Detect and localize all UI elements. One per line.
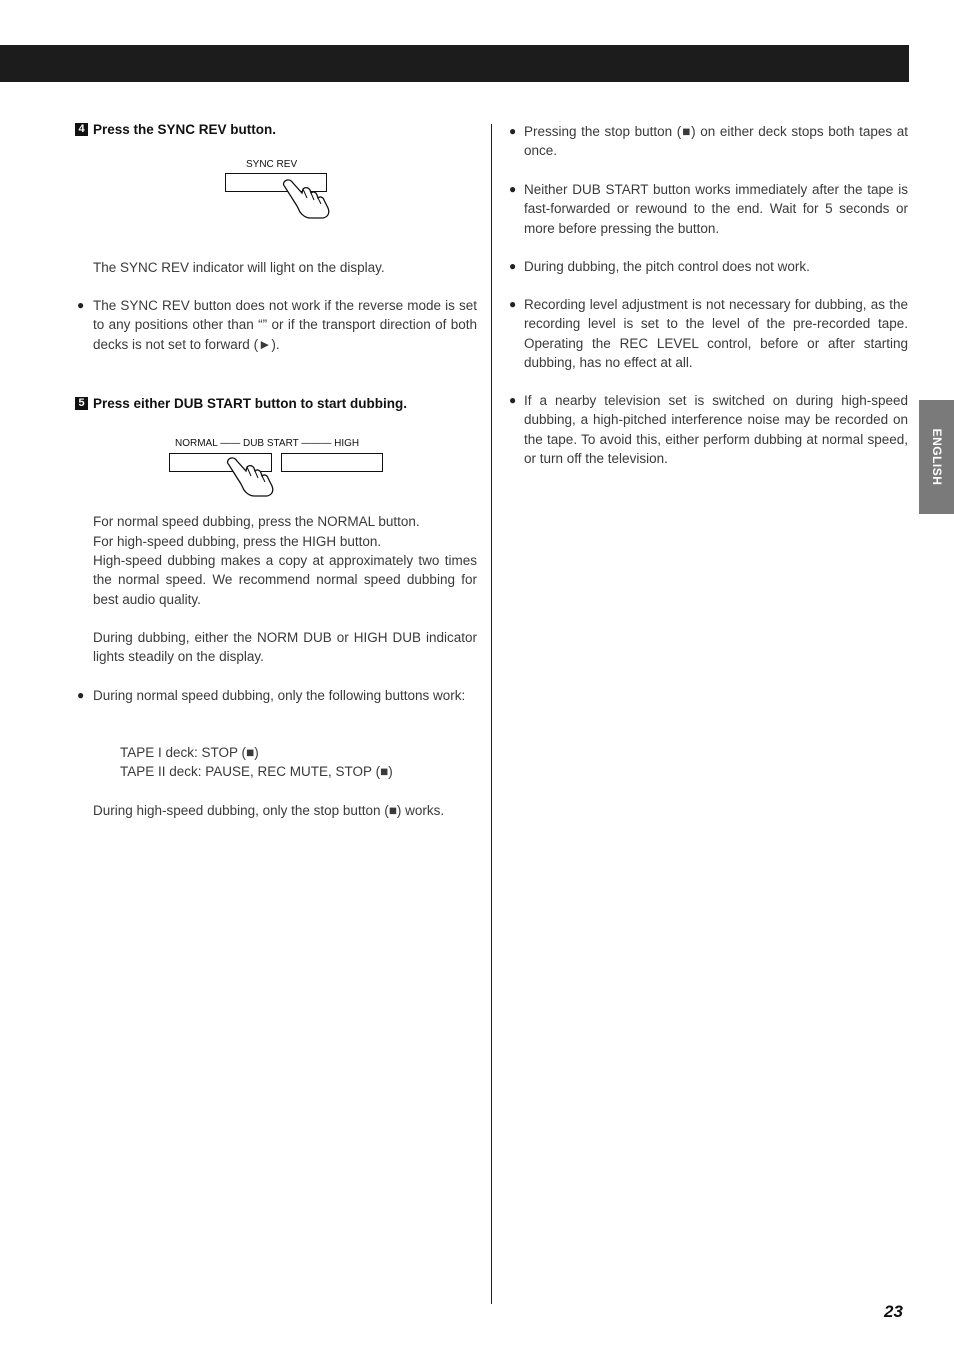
step-5-heading xyxy=(75,396,407,411)
language-label: ENGLISH xyxy=(929,428,944,486)
tape1-buttons: TAPE I deck: STOP (■) xyxy=(120,745,259,760)
pointing-hand-icon xyxy=(224,456,276,498)
right-note-3-text: During dubbing, the pitch control does not work. xyxy=(524,259,810,274)
high-speed-copy-text: High-speed dubbing makes a copy at approximately two times the normal speed. We recommend normal speed dubbing for best audio quality. xyxy=(93,553,477,607)
bullet-dot: ● xyxy=(509,124,517,138)
step-4-number: 4 xyxy=(75,123,88,136)
normal-dub-buttons-note xyxy=(77,686,477,705)
bullet-dot: ● xyxy=(509,182,517,196)
page-number: 23 xyxy=(884,1302,903,1321)
normal-speed-text: For normal speed dubbing, press the NORMAL button. xyxy=(93,514,420,529)
right-note-2 xyxy=(509,180,908,238)
sync-rev-note-text: The SYNC REV button does not work if the reverse mode is set to any positions other than “” or if the transport direction of both decks is not set to forward (►). xyxy=(93,298,477,352)
sync-rev-label: SYNC REV xyxy=(246,159,298,170)
bullet-dot: ● xyxy=(509,393,517,407)
step-4-title: Press the SYNC REV button. xyxy=(93,122,277,137)
right-note-1 xyxy=(509,122,908,161)
high-button-figure xyxy=(281,453,383,472)
sync-rev-note xyxy=(77,296,477,354)
bullet-dot: ● xyxy=(509,259,517,273)
step-4-heading xyxy=(75,122,276,137)
column-divider xyxy=(491,124,492,1304)
right-note-3 xyxy=(509,257,908,276)
step-5-number: 5 xyxy=(75,397,88,410)
right-note-5 xyxy=(509,391,908,468)
dub-indicator-text: During dubbing, either the NORM DUB or HIGH DUB indicator lights steadily on the display. xyxy=(93,630,477,665)
bullet-dot: ● xyxy=(77,298,85,312)
tape2-buttons: TAPE II deck: PAUSE, REC MUTE, STOP (■) xyxy=(120,764,393,779)
right-note-5-text: If a nearby television set is switched on during high-speed dubbing, a high-pitched interference noise may be recorded on the tape. To avoid this, either perform dubbing at normal speed, or turn off the television. xyxy=(524,393,908,466)
right-note-4 xyxy=(509,295,908,372)
bullet-dot: ● xyxy=(77,688,85,702)
bullet-dot: ● xyxy=(509,297,517,311)
right-note-4-text: Recording level adjustment is not necessary for dubbing, as the recording level is set to the level of the pre-recorded tape. Operating the REC LEVEL control, before or after starting dubbing, has no effect at all. xyxy=(524,297,908,370)
high-speed-stop-text: During high-speed dubbing, only the stop button (■) works. xyxy=(93,803,445,818)
header-bar xyxy=(0,45,909,82)
dub-start-label: NORMAL —— DUB START ——— HIGH xyxy=(175,438,360,449)
normal-dub-buttons-text: During normal speed dubbing, only the following buttons work: xyxy=(93,688,466,703)
high-speed-text: For high-speed dubbing, press the HIGH button. xyxy=(93,534,382,549)
sync-rev-indicator-text: The SYNC REV indicator will light on the display. xyxy=(93,260,385,275)
pointing-hand-icon xyxy=(280,178,332,220)
right-note-1-text: Pressing the stop button (■) on either deck stops both tapes at once. xyxy=(524,124,908,159)
right-note-2-text: Neither DUB START button works immediately after the tape is fast-forwarded or rewound to the end. Wait for 5 seconds or more before pressing the button. xyxy=(524,182,908,236)
language-tab xyxy=(919,400,954,514)
step-5-title: Press either DUB START button to start dubbing. xyxy=(93,396,408,411)
